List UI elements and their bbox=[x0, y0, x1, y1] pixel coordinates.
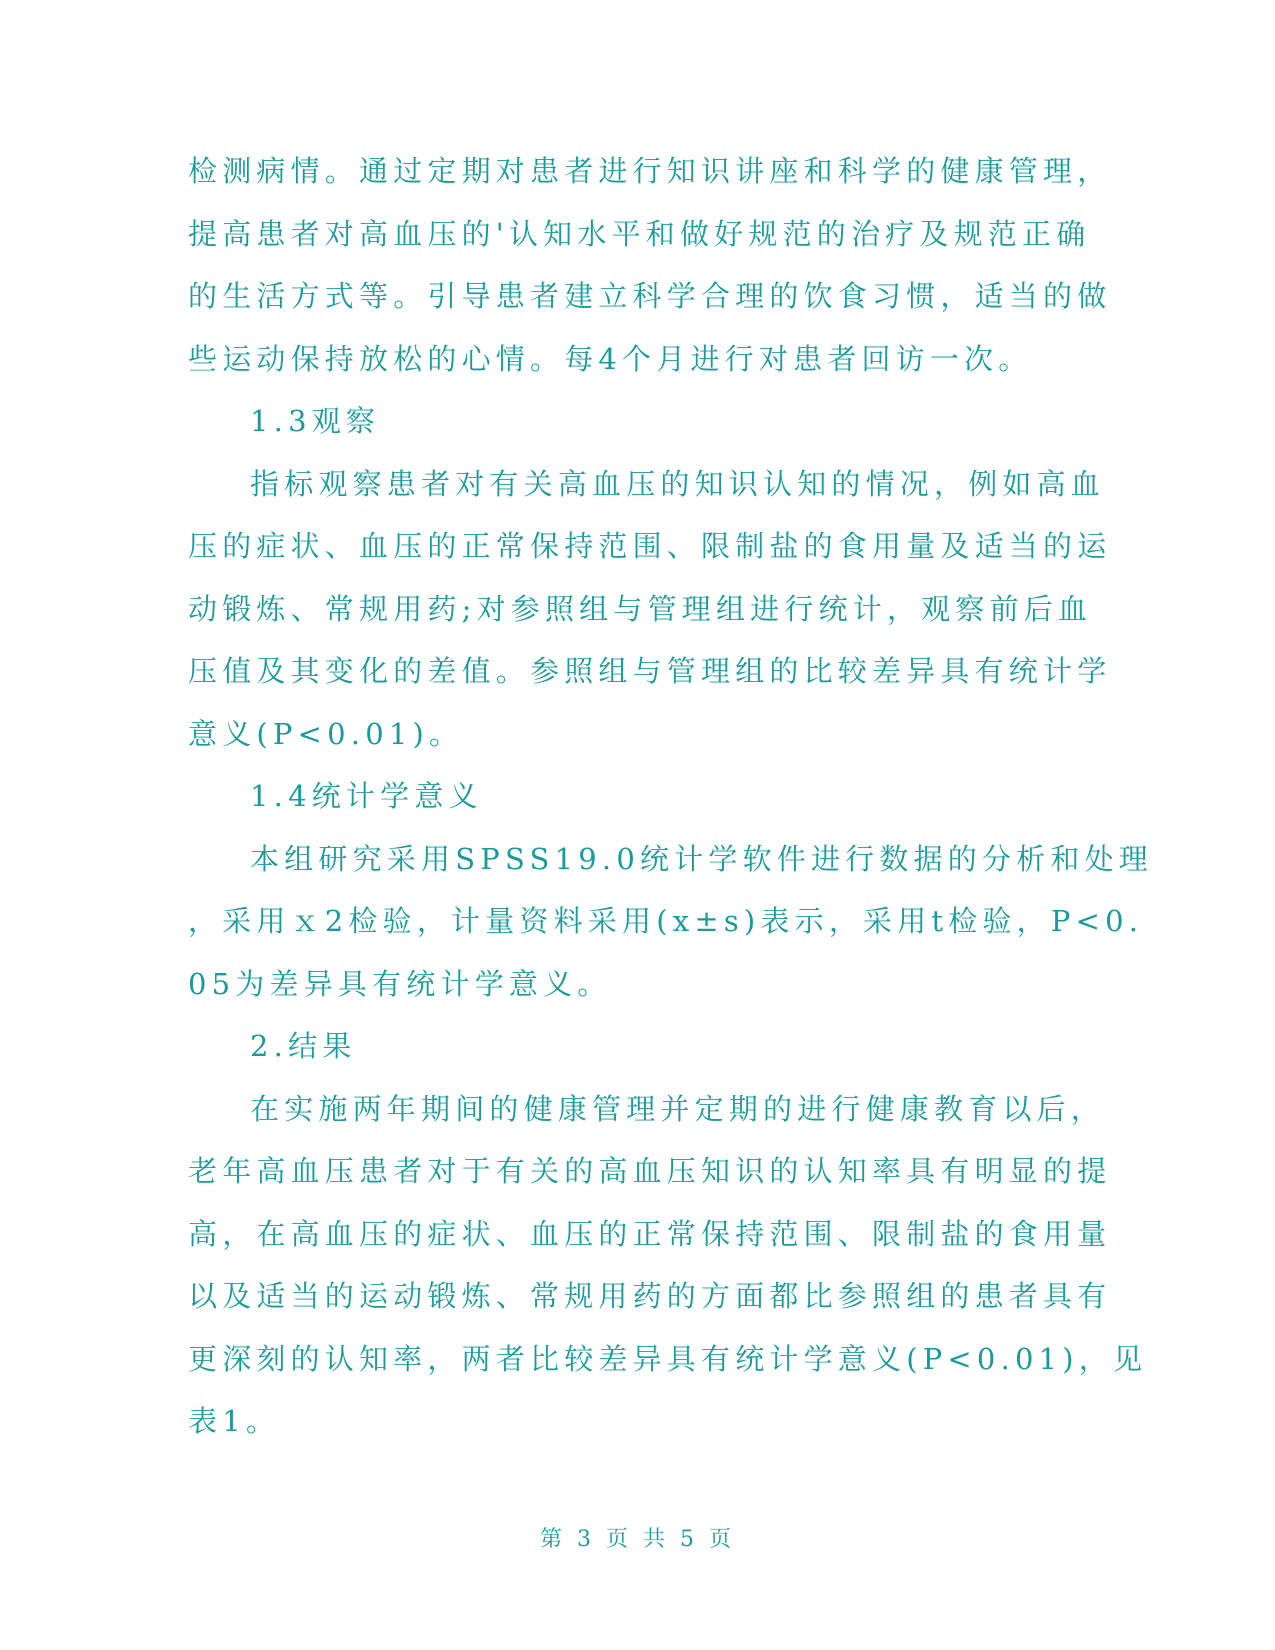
section-heading-1-4: 1.4统计学意义 bbox=[250, 779, 483, 813]
text-line: 在实施两年期间的健康管理并定期的进行健康教育以后， bbox=[250, 1091, 1106, 1126]
text-line: 更深刻的认知率，两者比较差异具有统计学意义(P<0.01)，见 bbox=[188, 1341, 1148, 1376]
text-line: 本组研究采用SPSS19.0统计学软件进行数据的分析和处理 bbox=[250, 841, 1153, 876]
section-heading-2: 2.结果 bbox=[250, 1029, 357, 1063]
text-line: 意义(P<0.01)。 bbox=[188, 716, 464, 751]
text-line: 提高患者对高血压的'认知水平和做好规范的治疗及规范正确 bbox=[188, 216, 1091, 251]
text-line: 指标观察患者对有关高血压的知识认知的情况，例如高血 bbox=[250, 466, 1106, 501]
text-line: 高，在高血压的症状、血压的正常保持范围、限制盐的食用量 bbox=[188, 1216, 1112, 1251]
text-line: ，采用ｘ2检验，计量资料采用(x±s)表示，采用t检验，P<0. bbox=[188, 904, 1144, 938]
text-line: 05为差异具有统计学意义。 bbox=[188, 966, 612, 1001]
text-line: 压值及其变化的差值。参照组与管理组的比较差异具有统计学 bbox=[188, 654, 1112, 688]
text-line: 压的症状、血压的正常保持范围、限制盐的食用量及适当的运 bbox=[188, 529, 1112, 563]
text-line: 动锻炼、常规用药;对参照组与管理组进行统计，观察前后血 bbox=[188, 591, 1093, 626]
text-line: 些运动保持放松的心情。每4个月进行对患者回访一次。 bbox=[188, 341, 1033, 376]
text-line: 的生活方式等。引导患者建立科学合理的饮食习惯，适当的做 bbox=[188, 279, 1112, 313]
section-heading-1-3: 1.3观察 bbox=[250, 404, 381, 438]
text-line: 老年高血压患者对于有关的高血压知识的认知率具有明显的提 bbox=[188, 1154, 1112, 1188]
page-footer: 第 3 页 共 5 页 bbox=[540, 1527, 735, 1552]
text-line: 检测病情。通过定期对患者进行知识讲座和科学的健康管理， bbox=[188, 154, 1112, 188]
text-line: 表1。 bbox=[188, 1404, 281, 1438]
text-line: 以及适当的运动锻炼、常规用药的方面都比参照组的患者具有 bbox=[188, 1279, 1112, 1313]
document-body bbox=[188, 140, 1153, 1453]
